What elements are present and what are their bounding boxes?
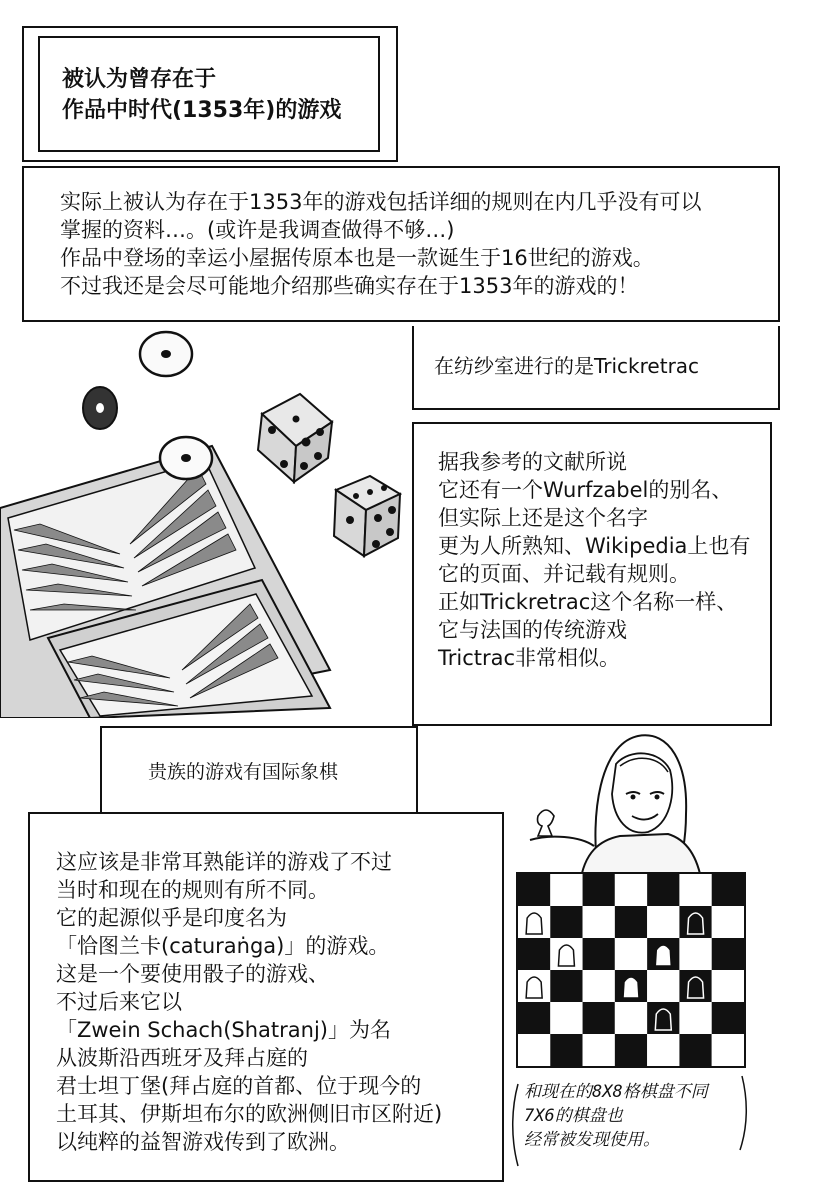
chess-line: 「Zwein Schach(Shatranj)」为名 bbox=[56, 1018, 391, 1042]
board-square bbox=[615, 1002, 647, 1034]
intro-text bbox=[60, 188, 701, 300]
board-square bbox=[583, 1002, 615, 1034]
board-square bbox=[647, 874, 679, 906]
chess-heading-panel bbox=[100, 726, 418, 820]
title-line: 作品中时代(1353年)的游戏 bbox=[62, 98, 342, 123]
trickretrac-heading-panel bbox=[412, 326, 780, 410]
board-square bbox=[615, 906, 647, 938]
board-square bbox=[615, 1034, 647, 1066]
note-line: 经常被发现使用。 bbox=[524, 1130, 660, 1150]
note-line: 和现在的8X8格棋盘不同 bbox=[524, 1082, 708, 1102]
board-square bbox=[615, 874, 647, 906]
board-square bbox=[679, 874, 711, 906]
chess-piece bbox=[655, 945, 671, 966]
chess-piece bbox=[526, 977, 542, 998]
chess-piece bbox=[558, 945, 574, 966]
board-square bbox=[583, 1034, 615, 1066]
chess-line: 这应该是非常耳熟能详的游戏了不过 bbox=[56, 850, 392, 874]
trickretrac-panel bbox=[412, 422, 772, 726]
chess-line: 不过后来它以 bbox=[56, 990, 182, 1014]
chess-piece bbox=[688, 977, 704, 998]
board-square bbox=[712, 1034, 744, 1066]
board-square bbox=[583, 906, 615, 938]
handwritten-note bbox=[524, 1080, 708, 1152]
board-square bbox=[583, 970, 615, 1002]
board-square bbox=[712, 874, 744, 906]
board-square bbox=[647, 1034, 679, 1066]
board-square bbox=[647, 906, 679, 938]
chessboard bbox=[516, 872, 746, 1068]
board-square bbox=[550, 1034, 582, 1066]
chess-piece bbox=[655, 1009, 671, 1030]
chess-heading: 贵族的游戏有国际象棋 bbox=[148, 761, 339, 783]
chess-panel bbox=[28, 812, 504, 1182]
board-square bbox=[550, 1002, 582, 1034]
intro-line: 作品中登场的幸运小屋据传原本也是一款诞生于16世纪的游戏。 bbox=[60, 246, 654, 270]
note-line: 7X6的棋盘也 bbox=[524, 1106, 623, 1126]
intro-line: 实际上被认为存在于1353年的游戏包括详细的规则在内几乎没有可以 bbox=[60, 190, 702, 214]
trickretrac-line: 它还有一个Wurfzabel的别名、 bbox=[438, 478, 733, 502]
board-square bbox=[583, 874, 615, 906]
intro-line: 掌握的资料…。(或许是我调查做得不够…) bbox=[60, 218, 455, 242]
board-square bbox=[550, 874, 582, 906]
board-square bbox=[712, 1002, 744, 1034]
trickretrac-line: 它与法国的传统游戏 bbox=[438, 618, 627, 642]
chess-line: 君士坦丁堡(拜占庭的首都、位于现今的 bbox=[56, 1074, 422, 1098]
chess-line: 这是一个要使用骰子的游戏、 bbox=[56, 962, 329, 986]
chess-line: 以纯粹的益智游戏传到了欧洲。 bbox=[56, 1130, 350, 1154]
board-square bbox=[712, 970, 744, 1002]
chess-text bbox=[56, 848, 442, 1156]
trickretrac-line: 它的页面、并记载有规则。 bbox=[438, 562, 690, 586]
title-line: 被认为曾存在于 bbox=[62, 67, 217, 92]
board-square bbox=[518, 938, 550, 970]
chess-line: 「恰图兰卡(caturaṅga)」的游戏。 bbox=[56, 934, 390, 958]
character-illustration bbox=[520, 724, 720, 884]
trickretrac-line: Trictrac非常相似。 bbox=[438, 646, 621, 670]
intro-panel bbox=[22, 166, 780, 322]
board-square bbox=[647, 970, 679, 1002]
board-square bbox=[518, 1002, 550, 1034]
chess-line: 它的起源似乎是印度名为 bbox=[56, 906, 287, 930]
chessboard-grid bbox=[518, 874, 744, 1066]
trickretrac-heading: 在纺纱室进行的是Trickretrac bbox=[434, 354, 700, 378]
board-square bbox=[518, 874, 550, 906]
board-square bbox=[712, 938, 744, 970]
trickretrac-line: 更为人所熟知、Wikipedia上也有 bbox=[438, 534, 751, 558]
intro-line: 不过我还是会尽可能地介绍那些确实存在于1353年的游戏的！ bbox=[60, 274, 639, 298]
board-square bbox=[679, 938, 711, 970]
chess-piece bbox=[688, 913, 704, 934]
chess-piece bbox=[526, 913, 542, 934]
trickretrac-line: 但实际上还是这个名字 bbox=[438, 506, 648, 530]
board-square bbox=[712, 906, 744, 938]
title-text bbox=[62, 64, 341, 126]
board-square bbox=[550, 906, 582, 938]
board-square bbox=[518, 1034, 550, 1066]
board-square bbox=[679, 1002, 711, 1034]
board-square bbox=[583, 938, 615, 970]
board-square bbox=[615, 938, 647, 970]
board-square bbox=[679, 1034, 711, 1066]
title-panel bbox=[22, 26, 398, 162]
trickretrac-text bbox=[438, 448, 750, 672]
chess-line: 土耳其、伊斯坦布尔的欧洲侧旧市区附近) bbox=[56, 1102, 443, 1126]
backgammon-illustration bbox=[0, 318, 420, 718]
trickretrac-line: 据我参考的文献所说 bbox=[438, 450, 627, 474]
board-square bbox=[550, 970, 582, 1002]
chess-piece bbox=[623, 977, 639, 998]
chess-line: 当时和现在的规则有所不同。 bbox=[56, 878, 329, 902]
trickretrac-line: 正如Trickretrac这个名称一样、 bbox=[438, 590, 738, 614]
chess-line: 从波斯沿西班牙及拜占庭的 bbox=[56, 1046, 308, 1070]
